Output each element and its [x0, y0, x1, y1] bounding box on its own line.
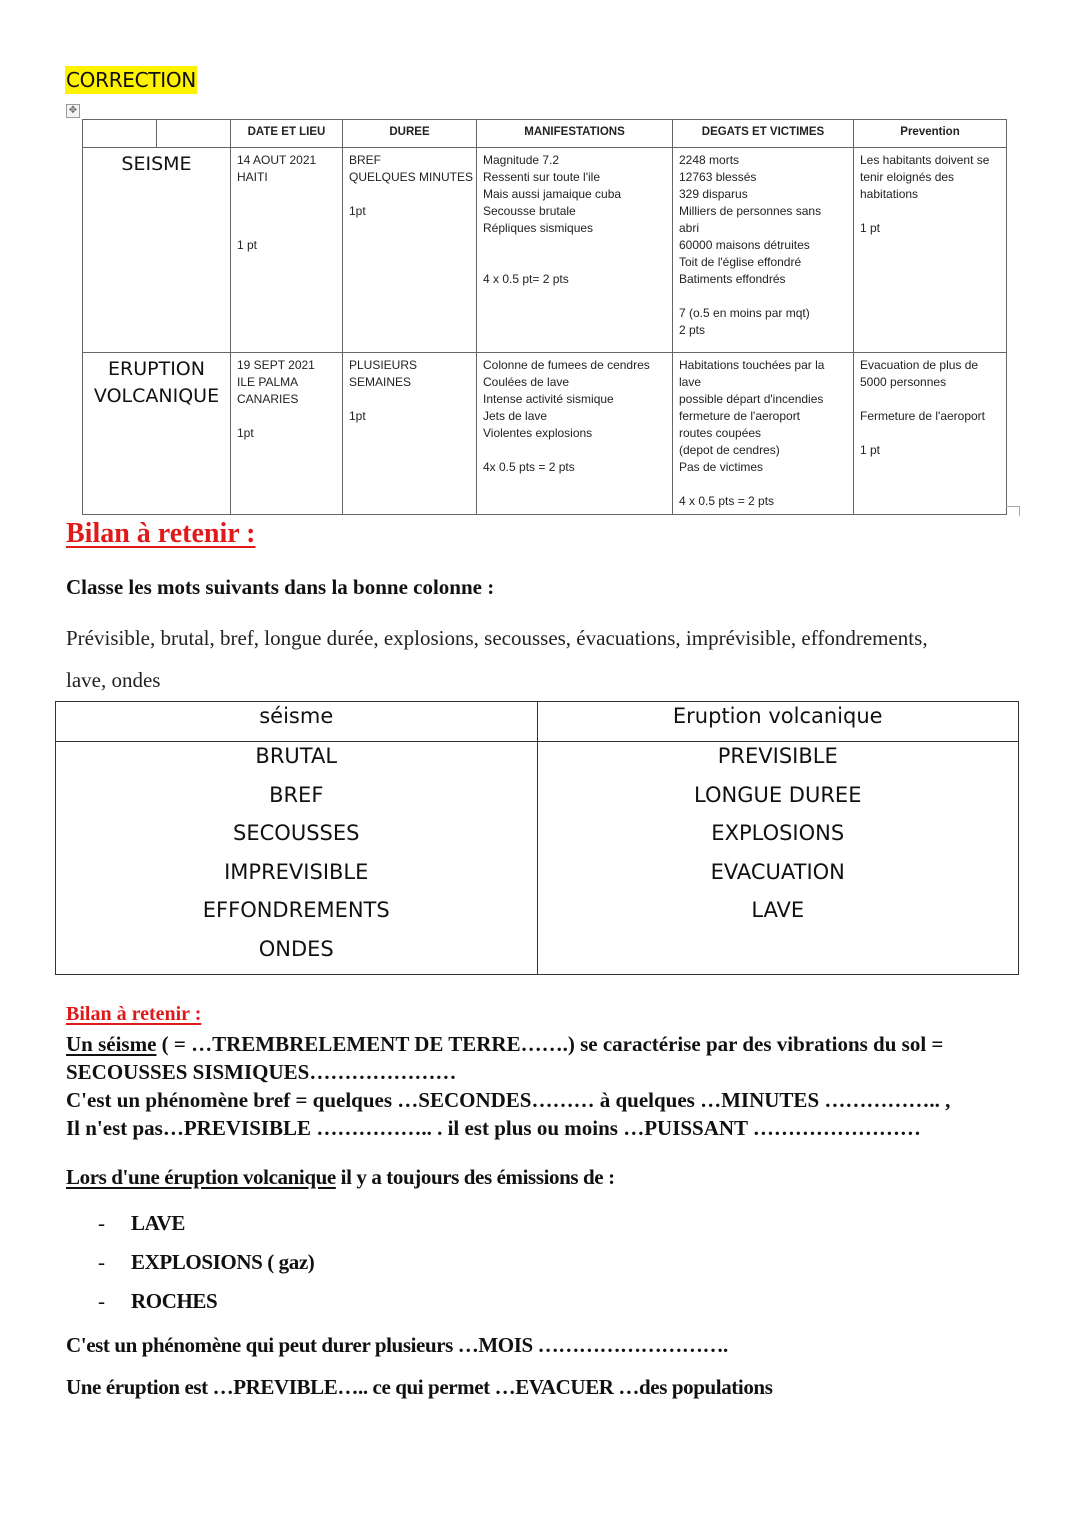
cell-manifestations: Colonne de fumees de cendres Coulées de lave Intense activité sismique Jets de lave Violentes explosions 4x 0.5 pts = 2 pts [477, 353, 673, 515]
bullet-dash: - [98, 1250, 105, 1274]
seisme-definition-line: Un séisme ( = …TREMBRELEMENT DE TERRE…….) se caractérise par des vibrations du sol = [66, 1032, 944, 1056]
header-seisme: séisme [56, 702, 538, 742]
cell-prevention: Evacuation de plus de 5000 personnes Fermeture de l'aeroport 1 pt [854, 353, 1007, 515]
instruction-text: Classe les mots suivants dans la bonne colonne : [66, 575, 495, 599]
eruption-column [537, 742, 1019, 975]
cell-prevention: Les habitants doivent se tenir eloignés des habitations 1 pt [854, 148, 1007, 353]
eruption-word: LAVE [751, 898, 805, 923]
seisme-word: EFFONDREMENTS [202, 898, 390, 923]
seisme-word: BREF [269, 782, 324, 807]
eruption-duration-line: C'est un phénomène qui peut durer plusieurs …MOIS ………………………. [66, 1333, 728, 1357]
seisme-line-4: Il n'est pas…PREVISIBLE …………….. . il est plus ou moins …PUISSANT …………………… [66, 1116, 921, 1140]
seisme-column [56, 742, 538, 975]
header-duree: DUREE [343, 120, 477, 148]
cell-manifestations: Magnitude 7.2 Ressenti sur toute l'ile Mais aussi jamaique cuba Secousse brutale Répliques sismiques 4 x 0.5 pt= 2 pts [477, 148, 673, 353]
emission-item: - ROCHES [98, 1289, 218, 1313]
seisme-word: ONDES [258, 936, 334, 961]
classification-header-row [56, 702, 1019, 742]
eruption-word: EXPLOSIONS [711, 821, 845, 846]
cell-duree: PLUSIEURS SEMAINES 1pt [343, 353, 477, 515]
header-date-lieu: DATE ET LIEU [231, 120, 343, 148]
eruption-word: LONGUE DUREE [694, 782, 862, 807]
correction-title: CORRECTION [66, 68, 196, 92]
bullet-dash: - [98, 1211, 105, 1235]
header-empty-1 [83, 120, 157, 148]
emission-item: - LAVE [98, 1211, 186, 1235]
seisme-word: BRUTAL [255, 744, 338, 768]
cell-degats: 2248 morts 12763 blessés 329 disparus Milliers de personnes sans abri 60000 maisons détruites Toit de l'église effondré Batiments effondrés 7 (o.5 en moins par mqt) 2 pts [673, 148, 854, 353]
eruption-prevision-line: Une éruption est …PREVIBLE….. ce qui permet …EVACUER …des populations [66, 1375, 773, 1399]
bilan-title: Bilan à retenir : [66, 518, 256, 549]
eruption-word: PREVISIBLE [717, 744, 838, 768]
header-degats: DEGATS ET VICTIMES [673, 120, 854, 148]
row-label-seisme: SEISME [83, 148, 231, 353]
move-arrows-icon[interactable]: ✥ [66, 104, 80, 118]
seisme-line-3: C'est un phénomène bref = quelques …SECONDES……… à quelques …MINUTES …………….. , [66, 1088, 951, 1112]
header-empty-2 [157, 120, 231, 148]
cell-duree: BREF QUELQUES MINUTES 1pt [343, 148, 477, 353]
row-label-eruption: ERUPTION VOLCANIQUE [83, 353, 231, 515]
row-seisme [83, 148, 1007, 353]
header-prevention: Prevention [854, 120, 1007, 148]
seisme-line-2: SECOUSSES SISMIQUES………………… [66, 1060, 457, 1084]
bullet-dash: - [98, 1289, 105, 1313]
word-list: Prévisible, brutal, bref, longue durée, explosions, secousses, évacuations, imprévisible, effondrements, lave, ondes [66, 626, 928, 692]
seisme-word: IMPREVISIBLE [224, 859, 369, 884]
table-resize-handle[interactable] [1006, 506, 1020, 516]
classification-table [55, 701, 1019, 975]
classification-body-row [56, 742, 1019, 975]
cell-degats: Habitations touchées par la lave possible départ d'incendies fermeture de l'aeroport routes coupées (depot de cendres) Pas de victimes 4 x 0.5 pts = 2 pts [673, 353, 854, 515]
emission-item: - EXPLOSIONS ( gaz) [98, 1250, 315, 1274]
bilan2-title: Bilan à retenir : [66, 1003, 202, 1025]
seisme-term: Un séisme [66, 1032, 157, 1056]
eruption-term: Lors d'une éruption volcanique [66, 1165, 336, 1189]
header-manifestations: MANIFESTATIONS [477, 120, 673, 148]
cell-date-lieu: 19 SEPT 2021 ILE PALMA CANARIES 1pt [231, 353, 343, 515]
seisme-word: SECOUSSES [233, 821, 360, 846]
row-eruption [83, 353, 1007, 515]
correction-table [82, 119, 1007, 515]
eruption-word: EVACUATION [710, 859, 845, 884]
eruption-intro-line: Lors d'une éruption volcanique il y a toujours des émissions de : [66, 1165, 615, 1189]
correction-header-row [83, 120, 1007, 148]
header-eruption: Eruption volcanique [537, 702, 1019, 742]
cell-date-lieu: 14 AOUT 2021 HAITI 1 pt [231, 148, 343, 353]
